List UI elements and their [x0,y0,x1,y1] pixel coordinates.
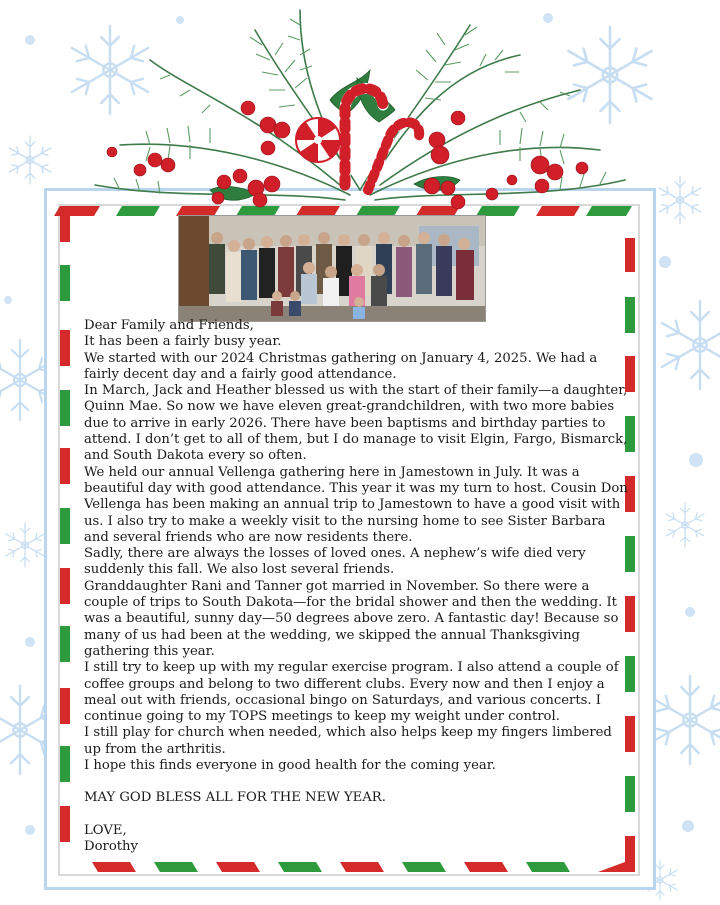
blessing: MAY GOD BLESS ALL FOR THE NEW YEAR. [84,790,386,806]
letter-paragraph: We started with our 2024 Christmas gathering on January 4, 2025. We had a fairly decent day and a fairly good attendance. [84,350,598,382]
letter-body [84,318,629,855]
spacer [84,807,629,823]
signature: Dorothy [84,838,138,854]
letter-paragraph: I still play for church when needed, which also helps keep my fingers limbered up from the arthritis. [84,725,612,757]
greeting: Dear Family and Friends, [84,318,254,333]
letter-paragraph: In March, Jack and Heather blessed us with the start of their family—a daughter, Quinn Mae. So now we have eleven great-grandchildren, with two more babies due to arrive in early 2026. There have been baptisms and birthday parties to attend. I don’t get to all of them, but I do manage to visit Elgin, Fargo, Bismarck, and South Dakota every so often. [84,383,628,464]
spacer [84,774,629,790]
letter-paragraph: We held our annual Vellenga gathering here in Jamestown in July. It was a beautiful day with good attendance. This year it was my turn to host. Cousin Don Vellenga has been making an annual trip to Jamestown to have a good visit with us. I also try to make a weekly visit to the nursing home to see Sister Barbara and several friends who are now residents there. [84,464,628,545]
family-group-photo [178,215,486,322]
letter-paragraph: Sadly, there are always the losses of loved ones. A nephew’s wife died very suddenly this fall. We also lost several friends. [84,546,586,578]
christmas-garland-header [0,0,720,230]
letter-paragraph: I hope this finds everyone in good health for the coming year. [84,758,496,774]
letter-paragraph: Granddaughter Rani and Tanner got married in November. So there were a couple of trips to South Dakota—for the bridal shower and then the wedding. It was a beautiful, sunny day—50 degrees above zero. A fantastic day! Because so many of us had been at the wedding, we skipped the annual Thanksgiving gathering this year. [84,578,619,659]
closing: LOVE, [84,822,127,838]
letter-paragraph: I still try to keep up with my regular exercise program. I also attend a couple of coffee groups and belong to two different clubs. Every now and then I enjoy a meal out with friends, occasional bingo on Saturdays, and various concerts. I continue going to my TOPS meetings to keep my weight under control. [84,660,619,725]
family-group-photo-image [179,216,485,321]
letter-paragraph: It has been a fairly busy year. [84,334,282,350]
